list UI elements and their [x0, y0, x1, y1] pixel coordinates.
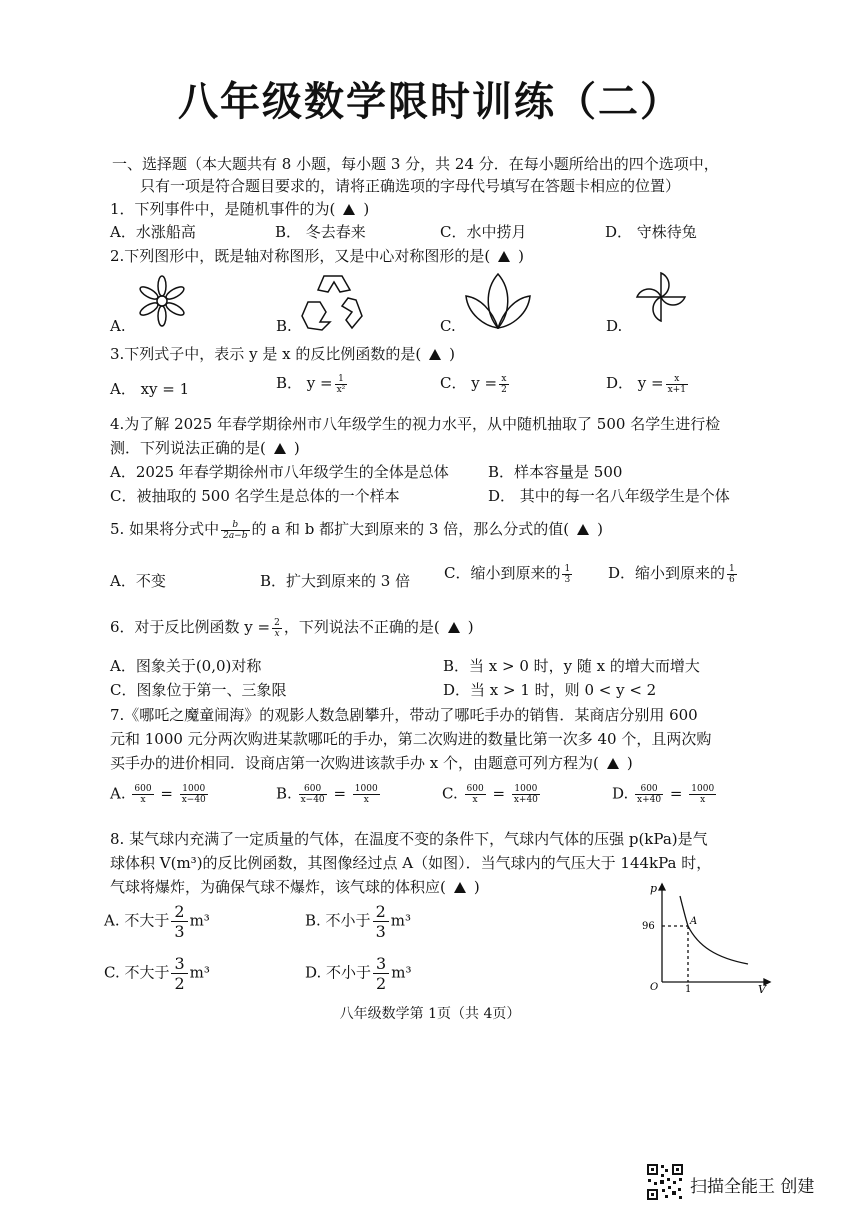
unit: m³	[391, 963, 412, 982]
option-label: D.	[612, 784, 629, 803]
fraction-denominator: x−40	[181, 795, 206, 805]
question-6-stem	[110, 616, 474, 639]
section-instructions-line2: 只有一项是符合题目要求的，请将正确选项的字母代号填写在答题卡相应的位置）	[140, 177, 681, 195]
fraction-numerator: 1	[335, 374, 348, 385]
question-3-stem	[110, 343, 455, 364]
question-5-close: )	[597, 520, 603, 538]
question-1-option-c: C．水中捞月	[440, 223, 527, 241]
lotus-figure-icon	[462, 270, 534, 332]
question-8-line2: 球体积 V(m³)的反比例函数，其图像经过点 A（如图）．当气球内的气压大于 144kPa 时，	[110, 854, 712, 872]
fraction-denominator: x+40	[637, 795, 662, 805]
question-7-text: 买手办的进价相同．设商店第一次购进该款手办 x 个，由题意可列方程为(	[110, 754, 599, 772]
fraction-denominator: x²	[336, 384, 346, 395]
question-1-text: 1．下列事件中，是随机事件的为(	[110, 200, 336, 218]
page-footer: 八年级数学第 1页（共 4页）	[339, 1006, 521, 1022]
question-1-option-b: B． 冬去春来	[275, 223, 366, 241]
question-6-text-post: ，下列说法不正确的是(	[283, 618, 440, 636]
fraction	[221, 520, 249, 541]
question-7-line3	[110, 752, 633, 773]
option-label: D． y =	[606, 374, 664, 392]
question-8-option-c	[104, 954, 210, 993]
scanner-watermark-text: 扫描全能王 创建	[690, 1177, 815, 1197]
fraction	[353, 784, 380, 805]
fraction	[132, 784, 153, 805]
fraction	[272, 618, 282, 639]
fraction	[180, 784, 208, 805]
answer-triangle-icon	[607, 758, 619, 769]
question-5-text-post: 的 a 和 b 都扩大到原来的 3 倍，那么分式的值(	[251, 520, 570, 538]
fraction-numerator: 2	[373, 902, 389, 922]
fraction-numerator: 1	[729, 563, 735, 574]
fraction-denominator: 2	[174, 974, 185, 993]
fraction-denominator: x	[363, 795, 369, 805]
question-3-option-c	[440, 372, 511, 395]
question-3-option-d	[606, 372, 690, 395]
fraction-numerator: 2	[274, 617, 280, 628]
section-instructions-line1: 一、选择题（本大题共有 8 小题，每小题 3 分，共 24 分．在每小题所给出的四个选项中，	[112, 155, 719, 173]
question-8-option-d	[305, 954, 411, 993]
fraction	[335, 374, 348, 395]
fraction	[499, 374, 509, 395]
question-7-option-c	[442, 784, 542, 805]
question-4-line1: 4.为了解 2025 年春学期徐州市八年级学生的视力水平，从中随机抽取了 500 名学生进行检	[110, 415, 721, 433]
question-3-option-b	[276, 372, 349, 395]
question-4-line2	[110, 437, 300, 458]
fraction-denominator: 2	[501, 384, 507, 395]
unit: m³	[189, 911, 210, 930]
question-6-option-c: C．图象位于第一、三象限	[110, 681, 287, 699]
question-6-option-d: D．当 x > 1 时，则 0 < y < 2	[443, 681, 657, 699]
graph-origin-label: O	[650, 982, 659, 993]
question-8-close: )	[473, 878, 480, 896]
question-5-stem	[110, 518, 603, 541]
fraction	[635, 784, 663, 805]
question-5-option-d	[608, 562, 739, 585]
question-6-option-b: B．当 x > 0 时，y 随 x 的增大而增大	[443, 657, 700, 675]
recycle-figure-icon	[300, 272, 366, 332]
question-5-option-c	[444, 562, 574, 585]
fraction-numerator: 600	[299, 784, 327, 795]
option-label: D．缩小到原来的	[608, 564, 726, 582]
option-label: C.	[442, 784, 458, 803]
fraction	[727, 564, 737, 585]
question-4-text: 测．下列说法正确的是(	[110, 439, 266, 457]
question-8-line3	[110, 876, 480, 897]
question-6-option-a: A．图象关于(0,0)对称	[110, 657, 262, 675]
pinwheel-figure-icon	[632, 268, 690, 326]
fraction-numerator: 2	[171, 902, 187, 922]
answer-triangle-icon	[498, 251, 510, 262]
fraction	[465, 784, 486, 805]
answer-triangle-icon	[577, 524, 589, 535]
fraction-numerator: 1000	[691, 784, 715, 794]
qr-code-icon	[645, 1162, 685, 1202]
fraction-numerator: 600	[635, 784, 663, 795]
fraction	[171, 902, 187, 941]
fraction-denominator: 2	[376, 974, 387, 993]
question-7-line1: 7.《哪吒之魔童闹海》的观影人数急剧攀升，带动了哪吒手办的销售．某商店分别用 600	[110, 706, 698, 724]
inverse-curve	[680, 896, 748, 964]
fraction-denominator: x	[472, 795, 478, 805]
option-label: B.	[276, 784, 292, 803]
fraction-numerator: x	[666, 374, 688, 385]
fraction	[512, 784, 540, 805]
fraction-numerator: 1000	[354, 784, 378, 794]
fraction-denominator: x+1	[667, 384, 686, 395]
question-1-stem	[110, 198, 369, 219]
question-2-option-a: A.	[110, 317, 126, 335]
question-5-option-a: A．不变	[110, 572, 166, 590]
option-label: B. 不小于	[305, 911, 371, 930]
answer-triangle-icon	[454, 882, 466, 893]
question-4-option-a: A．2025 年春学期徐州市八年级学生的全体是总体	[110, 463, 449, 481]
fraction-numerator: 1000	[180, 784, 208, 795]
equals-sign: =	[492, 784, 506, 803]
graph-y-axis-label: p	[650, 882, 658, 895]
option-label: A.	[110, 784, 126, 803]
question-2-option-d: D.	[606, 317, 623, 335]
graph-point-label: A	[690, 916, 698, 927]
fraction-denominator: 3	[564, 574, 571, 585]
question-7-option-d	[612, 784, 718, 805]
equals-sign: =	[333, 784, 347, 803]
fraction-numerator: 600	[134, 784, 152, 794]
question-8-option-b	[305, 902, 411, 941]
question-4-option-b: B．样本容量是 500	[488, 463, 623, 481]
equals-sign: =	[160, 784, 173, 803]
fraction-numerator: 1000	[512, 784, 540, 795]
fraction-denominator: 3	[174, 922, 185, 941]
question-6-text-pre: 6．对于反比例函数 y =	[110, 618, 271, 636]
fraction-numerator: x	[499, 374, 509, 385]
option-label: C. 不大于	[104, 963, 170, 982]
question-8-line1: 8. 某气球内充满了一定质量的气体，在温度不变的条件下，气球内气体的压强 p(kPa)是气	[110, 830, 708, 848]
y-axis-arrow-icon	[659, 884, 665, 890]
fraction	[666, 374, 688, 395]
fraction	[299, 784, 327, 805]
page-title: 八年级数学限时训练（二）	[178, 79, 682, 125]
fraction-numerator: 3	[373, 954, 389, 974]
question-7-close: )	[626, 754, 633, 772]
fraction-denominator: 3	[375, 922, 386, 941]
fraction	[373, 954, 389, 993]
question-2-option-c: C.	[440, 317, 456, 335]
option-label: C．缩小到原来的	[444, 564, 561, 582]
option-label: A. 不大于	[104, 911, 170, 930]
answer-triangle-icon	[274, 443, 286, 454]
graph-x-tick-label: 1	[685, 984, 692, 994]
question-1-option-a: A．水涨船高	[110, 223, 196, 241]
question-2-text: 2.下列图形中，既是轴对称图形，又是中心对称图形的是(	[110, 247, 491, 265]
question-2-option-b: B.	[276, 317, 292, 335]
fraction-numerator: 3	[171, 954, 187, 974]
fraction	[171, 954, 187, 993]
fraction-numerator: 600	[466, 784, 484, 794]
graph-y-tick-label: 96	[642, 921, 655, 932]
question-8-option-a	[104, 902, 210, 941]
question-2-close: )	[518, 247, 525, 265]
unit: m³	[390, 911, 411, 930]
question-8-text: 气球将爆炸，为确保气球不爆炸，该气球的体积应(	[110, 878, 446, 896]
question-4-close: )	[293, 439, 300, 457]
answer-triangle-icon	[429, 349, 441, 360]
fraction	[689, 784, 716, 805]
option-label: C． y =	[440, 374, 498, 392]
question-4-option-c: C．被抽取的 500 名学生是总体的一个样本	[110, 487, 400, 505]
question-7-option-a	[110, 784, 210, 805]
question-7-option-b	[276, 784, 382, 805]
question-4-option-d: D． 其中的每一名八年级学生是个体	[488, 487, 730, 505]
fraction-denominator: x	[140, 795, 146, 805]
fraction-denominator: 6	[729, 574, 735, 585]
fraction-denominator: x	[700, 795, 706, 805]
question-1-close: )	[363, 200, 370, 218]
fraction-numerator: 1	[564, 563, 571, 574]
fraction-denominator: x−40	[300, 795, 325, 805]
fraction-denominator: 2a−b	[223, 530, 248, 541]
question-3-option-a: A． xy = 1	[110, 380, 190, 398]
pressure-volume-graph	[640, 878, 775, 994]
option-label: D. 不小于	[305, 963, 372, 982]
answer-triangle-icon	[448, 622, 460, 633]
question-7-line2: 元和 1000 元分两次购进某款哪吒的手办，第二次购进的数量比第一次多 40 个，且两次购	[110, 730, 712, 748]
fraction-denominator: x+40	[513, 795, 538, 805]
question-6-close: )	[467, 618, 474, 636]
answer-triangle-icon	[343, 204, 355, 215]
question-3-text: 3.下列式子中，表示 y 是 x 的反比例函数的是(	[110, 345, 422, 363]
equals-sign: =	[669, 784, 683, 803]
fraction	[373, 902, 389, 941]
question-5-text-pre: 5. 如果将分式中	[110, 520, 220, 538]
flower-figure-icon	[132, 272, 192, 330]
fraction	[562, 564, 572, 585]
option-label: B． y =	[276, 374, 333, 392]
question-3-close: )	[449, 345, 456, 363]
unit: m³	[189, 963, 210, 982]
question-2-stem	[110, 245, 524, 266]
question-1-option-d: D． 守株待兔	[605, 223, 697, 241]
fraction-denominator: x	[274, 628, 280, 639]
question-5-option-b: B．扩大到原来的 3 倍	[260, 572, 411, 590]
fraction-numerator: b	[221, 520, 249, 531]
graph-x-axis-label: V	[758, 983, 766, 994]
